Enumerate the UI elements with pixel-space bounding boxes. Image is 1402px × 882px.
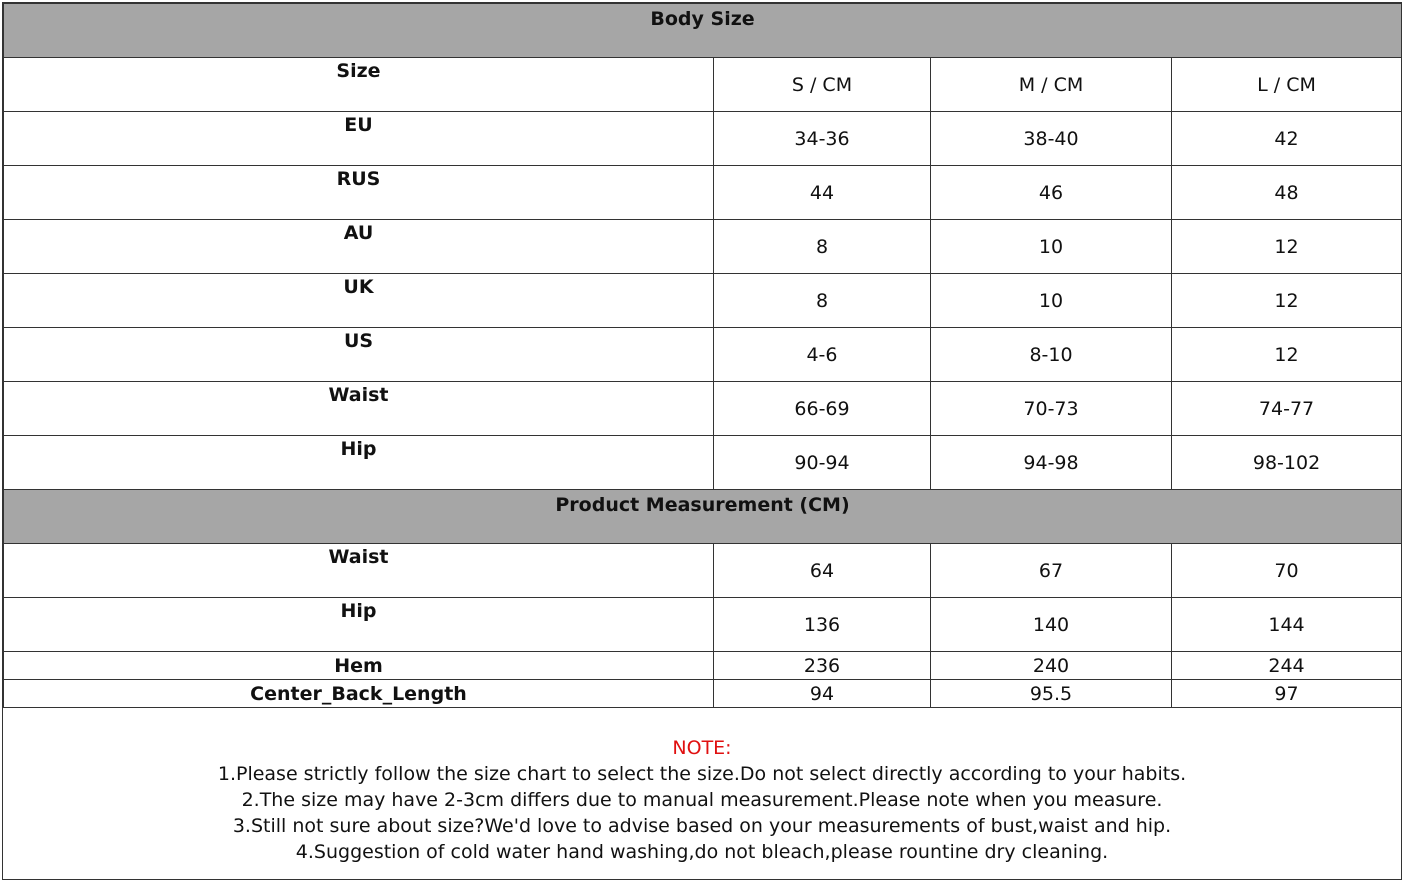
product-measurement-header-row: [4, 490, 1402, 544]
note-line: 2.The size may have 2-3cm differs due to manual measurement.Please note when you measure.: [241, 789, 1163, 811]
cell-value: 94: [714, 680, 931, 708]
cell-value: 67: [931, 544, 1172, 598]
body-size-header-row: [4, 4, 1402, 58]
cell-value: 12: [1172, 328, 1402, 382]
cell-value: 10: [931, 274, 1172, 328]
cell-value: 90-94: [714, 436, 931, 490]
cell-value: 4-6: [714, 328, 931, 382]
table-row: [4, 112, 1402, 166]
note-line: 1.Please strictly follow the size chart to select the size.Do not select directly according to your habits.: [217, 763, 1187, 785]
table-row: [4, 544, 1402, 598]
cell-value: 97: [1172, 680, 1402, 708]
cell-value: 48: [1172, 166, 1402, 220]
cell-value: 140: [931, 598, 1172, 652]
column-header-s: S / CM: [714, 58, 931, 112]
table-row: [4, 220, 1402, 274]
cell-value: 66-69: [714, 382, 931, 436]
cell-value: 64: [714, 544, 931, 598]
cell-value: 74-77: [1172, 382, 1402, 436]
cell-value: 136: [714, 598, 931, 652]
table-row: [4, 274, 1402, 328]
cell-value: 42: [1172, 112, 1402, 166]
cell-value: 8: [714, 220, 931, 274]
product-measurement-title: Product Measurement (CM): [4, 490, 1402, 544]
table-row: [4, 652, 1402, 680]
row-label-us: US: [4, 328, 714, 382]
cell-value: 8-10: [931, 328, 1172, 382]
note-line: 3.Still not sure about size?We'd love to advise based on your measurements of bust,waist and hip.: [232, 815, 1172, 837]
cell-value: 244: [1172, 652, 1402, 680]
cell-value: 8: [714, 274, 931, 328]
cell-value: 12: [1172, 220, 1402, 274]
size-table: [3, 3, 1402, 708]
column-header-size: Size: [4, 58, 714, 112]
body-size-title: Body Size: [4, 4, 1402, 58]
row-label-rus: RUS: [4, 166, 714, 220]
row-label-waist: Waist: [4, 544, 714, 598]
note-title: NOTE:: [672, 737, 732, 759]
table-row: [4, 436, 1402, 490]
row-label-hip: Hip: [4, 436, 714, 490]
row-label-center-back-length: Center_Back_Length: [4, 680, 714, 708]
table-row: [4, 598, 1402, 652]
row-label-au: AU: [4, 220, 714, 274]
cell-value: 94-98: [931, 436, 1172, 490]
table-row: [4, 328, 1402, 382]
row-label-uk: UK: [4, 274, 714, 328]
table-row: [4, 382, 1402, 436]
row-label-hip: Hip: [4, 598, 714, 652]
table-row: [4, 680, 1402, 708]
row-label-waist: Waist: [4, 382, 714, 436]
cell-value: 240: [931, 652, 1172, 680]
cell-value: 12: [1172, 274, 1402, 328]
cell-value: 98-102: [1172, 436, 1402, 490]
cell-value: 34-36: [714, 112, 931, 166]
note-section: [3, 708, 1401, 865]
row-label-hem: Hem: [4, 652, 714, 680]
row-label-eu: EU: [4, 112, 714, 166]
table-row: [4, 166, 1402, 220]
cell-value: 38-40: [931, 112, 1172, 166]
column-header-row: [4, 58, 1402, 112]
cell-value: 144: [1172, 598, 1402, 652]
cell-value: 236: [714, 652, 931, 680]
note-line: 4.Suggestion of cold water hand washing,do not bleach,please rountine dry cleaning.: [295, 841, 1109, 863]
cell-value: 95.5: [931, 680, 1172, 708]
cell-value: 70-73: [931, 382, 1172, 436]
cell-value: 70: [1172, 544, 1402, 598]
column-header-m: M / CM: [931, 58, 1172, 112]
cell-value: 46: [931, 166, 1172, 220]
size-chart: [2, 2, 1402, 880]
cell-value: 44: [714, 166, 931, 220]
column-header-l: L / CM: [1172, 58, 1402, 112]
cell-value: 10: [931, 220, 1172, 274]
